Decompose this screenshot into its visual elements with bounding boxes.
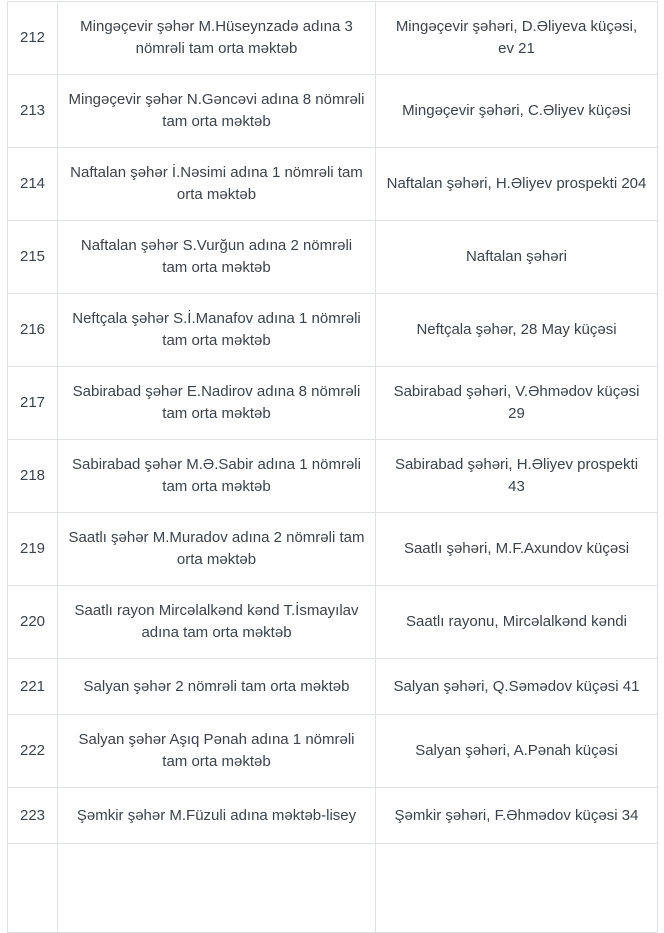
address-cell: Salyan şəhəri, A.Pənah küçəsi — [376, 715, 658, 788]
address-cell: Mingəçevir şəhəri, D.Əliyeva küçəsi, ev 21 — [376, 2, 658, 75]
address-cell: Salyan şəhəri, Q.Səmədov küçəsi 41 — [376, 659, 658, 715]
address-cell: Neftçala şəhər, 28 May küçəsi — [376, 294, 658, 367]
address-cell: Sabirabad şəhəri, H.Əliyev prospekti 43 — [376, 440, 658, 513]
schools-table-container — [7, 1, 657, 933]
school-name-cell: Sabirabad şəhər M.Ə.Sabir adına 1 nömrəli tam orta məktəb — [58, 440, 376, 513]
row-number-cell: 212 — [8, 2, 58, 75]
row-number-cell: 214 — [8, 148, 58, 221]
address-cell — [376, 844, 658, 933]
school-name-cell: Naftalan şəhər İ.Nəsimi adına 1 nömrəli tam orta məktəb — [58, 148, 376, 221]
address-cell: Şəmkir şəhəri, F.Əhmədov küçəsi 34 — [376, 788, 658, 844]
row-number-cell: 218 — [8, 440, 58, 513]
row-number-cell: 213 — [8, 75, 58, 148]
row-number-cell: 217 — [8, 367, 58, 440]
table-row — [8, 513, 658, 586]
row-number-cell: 223 — [8, 788, 58, 844]
row-number-cell: 216 — [8, 294, 58, 367]
row-number-cell: 219 — [8, 513, 58, 586]
table-row-partial — [8, 844, 658, 933]
table-row — [8, 221, 658, 294]
table-row — [8, 367, 658, 440]
table-row — [8, 586, 658, 659]
address-cell: Sabirabad şəhəri, V.Əhmədov küçəsi 29 — [376, 367, 658, 440]
address-cell: Saatlı rayonu, Mircəlalkənd kəndi — [376, 586, 658, 659]
school-name-cell: Salyan şəhər 2 nömrəli tam orta məktəb — [58, 659, 376, 715]
schools-table — [7, 1, 658, 933]
table-row — [8, 440, 658, 513]
table-row — [8, 294, 658, 367]
school-name-cell: Neftçala şəhər S.İ.Manafov adına 1 nömrəli tam orta məktəb — [58, 294, 376, 367]
school-name-cell: Salyan şəhər Aşıq Pənah adına 1 nömrəli tam orta məktəb — [58, 715, 376, 788]
school-name-cell: Mingəçevir şəhər N.Gəncəvi adına 8 nömrəli tam orta məktəb — [58, 75, 376, 148]
school-name-cell: Sabirabad şəhər E.Nadirov adına 8 nömrəli tam orta məktəb — [58, 367, 376, 440]
row-number-cell: 221 — [8, 659, 58, 715]
table-row — [8, 715, 658, 788]
table-row — [8, 75, 658, 148]
address-cell: Saatlı şəhəri, M.F.Axundov küçəsi — [376, 513, 658, 586]
address-cell: Mingəçevir şəhəri, C.Əliyev küçəsi — [376, 75, 658, 148]
row-number-cell: 222 — [8, 715, 58, 788]
table-row — [8, 148, 658, 221]
table-row — [8, 788, 658, 844]
row-number-cell: 220 — [8, 586, 58, 659]
school-name-cell: Şəmkir şəhər M.Füzuli adına məktəb-lisey — [58, 788, 376, 844]
school-name-cell — [58, 844, 376, 933]
row-number-cell — [8, 844, 58, 933]
school-name-cell: Saatlı rayon Mircəlalkənd kənd T.İsmayılav adına tam orta məktəb — [58, 586, 376, 659]
address-cell: Naftalan şəhəri, H.Əliyev prospekti 204 — [376, 148, 658, 221]
schools-table-body — [8, 2, 658, 933]
address-cell: Naftalan şəhəri — [376, 221, 658, 294]
table-row — [8, 659, 658, 715]
row-number-cell: 215 — [8, 221, 58, 294]
school-name-cell: Saatlı şəhər M.Muradov adına 2 nömrəli tam orta məktəb — [58, 513, 376, 586]
school-name-cell: Mingəçevir şəhər M.Hüseynzadə adına 3 nömrəli tam orta məktəb — [58, 2, 376, 75]
table-row — [8, 2, 658, 75]
school-name-cell: Naftalan şəhər S.Vurğun adına 2 nömrəli tam orta məktəb — [58, 221, 376, 294]
